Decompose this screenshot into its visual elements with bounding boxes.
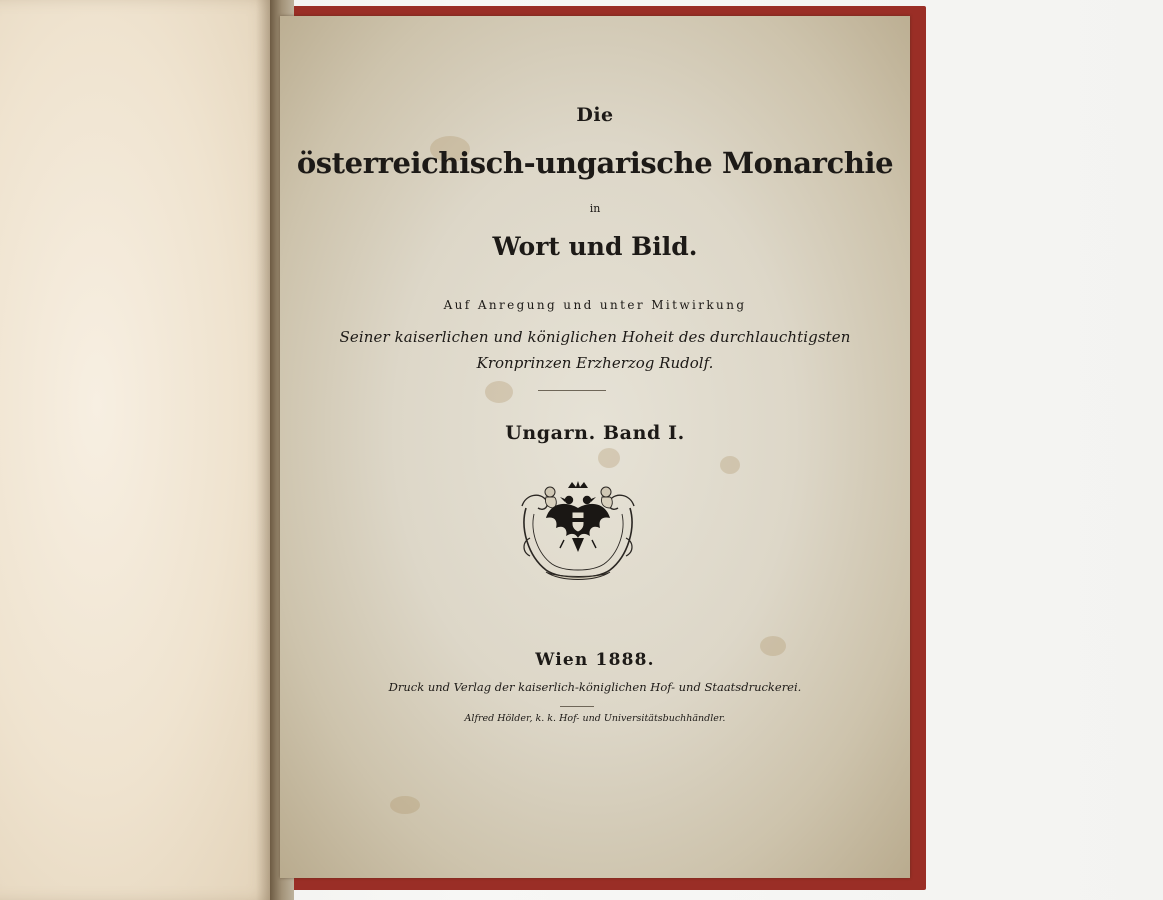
title-die: Die: [576, 104, 614, 126]
foxing-spot: [598, 448, 620, 468]
title-in: in: [589, 202, 601, 215]
foxing-spot: [390, 796, 420, 814]
foxing-spot: [720, 456, 740, 474]
title-page: [280, 16, 910, 878]
main-title: österreichisch-ungarische Monarchie: [296, 146, 894, 180]
divider-rule: [538, 390, 606, 391]
divider-rule: [560, 706, 594, 707]
left-endpaper: [0, 0, 276, 900]
printer-line: Druck und Verlag der kaiserlich-königlichen Hof- und Staatsdruckerei.: [388, 680, 802, 694]
patron-line-2: Kronprinzen Erzherzog Rudolf.: [476, 354, 714, 372]
volume-label: Ungarn. Band I.: [505, 422, 685, 444]
anregung-line: Auf Anregung und unter Mitwirkung: [443, 298, 747, 312]
bookseller-line: Alfred Hölder, k. k. Hof- und Universitätsbuchhändler.: [464, 713, 726, 724]
patron-line-1: Seiner kaiserlichen und königlichen Hoheit des durchlauchtigsten: [339, 328, 851, 346]
foxing-spot: [485, 381, 513, 403]
subtitle: Wort und Bild.: [492, 232, 698, 261]
double-headed-eagle-icon: [516, 478, 640, 586]
place-year: Wien 1888.: [535, 650, 655, 670]
